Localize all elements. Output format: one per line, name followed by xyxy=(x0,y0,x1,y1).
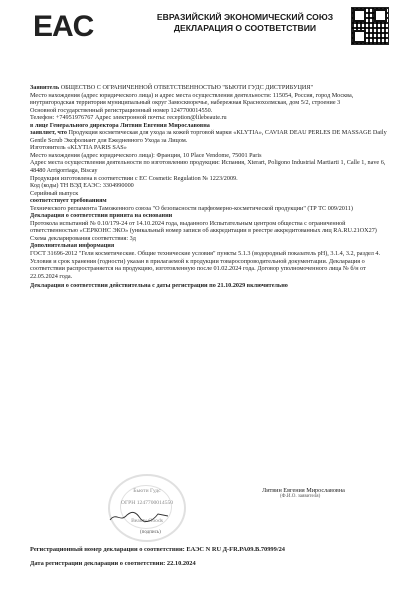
signature-caption: (подпись) xyxy=(140,530,161,535)
basis-text: Протокола испытаний № 0.10/179-24 от 14.10.2024 года, выданного Испытательным центром общества с ограниченной ответственностью «СЕРКОНС ЭКО» (уникальный номер записи об аккредитации в реестре аккредитованных лиц RA.RU.21OX27) xyxy=(30,219,377,235)
serial-text: Серийный выпуск xyxy=(30,189,79,197)
stamp-top-text: Бьюти Гудс xyxy=(133,488,161,494)
declaration-body xyxy=(30,84,392,290)
registration-number: Регистрационный номер декларации о соответствии: ЕАЭС N RU Д-FR.РА09.В.70999/24 xyxy=(30,546,285,553)
standard-text: Продукция изготовлена в соответствии с EC Cosmetic Regulation № 1223/2009. xyxy=(30,174,238,182)
qr-code-icon xyxy=(352,8,388,44)
additional-text: ГОСТ 31696-2012 "Гели косметические. Общие технические условия" пункты 5.1.3 (водородный показатель pH), 3.1.4, 3.2, раздел 4. Условия и срок хранения (годности) указан в прилагаемой к продукции товаросопроводительной документации. Декларация о соответствии распространяется на продукцию, изготовленную после 01.02.2024 года. Договор уполномоченного лица № б/н от 22.05.2024 года. xyxy=(30,250,380,280)
registration-date: Дата регистрации декларации о соответствии: 22.10.2024 xyxy=(30,560,196,567)
stamp-mid-text: ОГРН 1247700014550 xyxy=(120,500,174,506)
tn-ved-text: Код (коды) ТН ВЭД ЕАЭС: 3304990000 xyxy=(30,182,134,190)
stamp-bottom-text: Beauty Goods xyxy=(131,518,163,524)
document-header xyxy=(125,12,365,34)
applicant-label: Заявитель xyxy=(30,84,60,91)
phone-text: Телефон: +74951976767 Адрес электронной почты: reception@lilebeaute.ru xyxy=(30,114,227,122)
declaration-title: ДЕКЛАРАЦИЯ О СООТВЕТСТВИИ xyxy=(173,23,317,33)
requirements-label: соответствует требованиям xyxy=(30,197,107,205)
valid-until-text: Декларация о соответствии действительна с даты регистрации по 21.10.2029 включительно xyxy=(30,282,288,290)
product-text: Продукция косметическая для ухода за кожей торговой марки «KLYTIA», CAVIAR DEAU PERLES DE MASSAGE Daily Gentle Scrub Эксфолиант для Ежедневного Ухода за Лицом. xyxy=(30,129,387,144)
director-name: Литвин Евгения Мирославовна xyxy=(262,487,345,494)
applicant-paragraph xyxy=(30,84,392,92)
production-address: Адрес места осуществления деятельности по изготовлению продукции: Испания, Xterart, Poligono Industrial Martiarti 1, Calle 1, nave 6, 48480 Arrigorriaga, Biscay xyxy=(30,159,386,175)
manufacturer-text: Изготовитель «KLYTIA PARIS SAS» xyxy=(30,144,127,152)
applicant-address: Место нахождения (адрес юридического лица) и адрес места осуществления деятельности: 115054, Россия, город Москва, внутригородская территория муниципальный округ Замоскворечье, набережная Краснохолмская, дом 5/2, строение 3 xyxy=(30,91,354,107)
handwritten-signature xyxy=(108,510,170,524)
declares-label: заявляет, что xyxy=(30,129,67,137)
scheme-text: Схема декларирования соответствия: 3д xyxy=(30,234,136,242)
ogrn-text: Основной государственный регистрационный номер 1247700014550. xyxy=(30,106,213,114)
requirements-text: Технического регламента Таможенного союза "О безопасности парфюмерно-косметической продукции" (ТР ТС 009/2011) xyxy=(30,204,353,212)
union-title: ЕВРАЗИЙСКИЙ ЭКОНОМИЧЕСКИЙ СОЮЗ xyxy=(156,12,334,22)
applicant-name: ОБЩЕСТВО С ОГРАНИЧЕННОЙ ОТВЕТСТВЕННОСТЬЮ "БЬЮТИ ГУДС ДИСТРИБУЦИЯ" xyxy=(60,84,314,91)
in-person-text: в лице Генерального директора Литвин Евгения Мирославовна xyxy=(30,121,210,129)
name-caption: (Ф.И.О. заявителя) xyxy=(280,494,321,499)
product-paragraph xyxy=(30,129,392,144)
basis-label: Декларация о соответствии принята на основании xyxy=(30,212,173,220)
eac-logo: EAC xyxy=(33,10,94,43)
manufacturer-address: Место нахождения (адрес юридического лица): Франция, 10 Place Vendome, 75001 Paris xyxy=(30,151,262,159)
additional-label: Дополнительная информация xyxy=(30,242,115,250)
